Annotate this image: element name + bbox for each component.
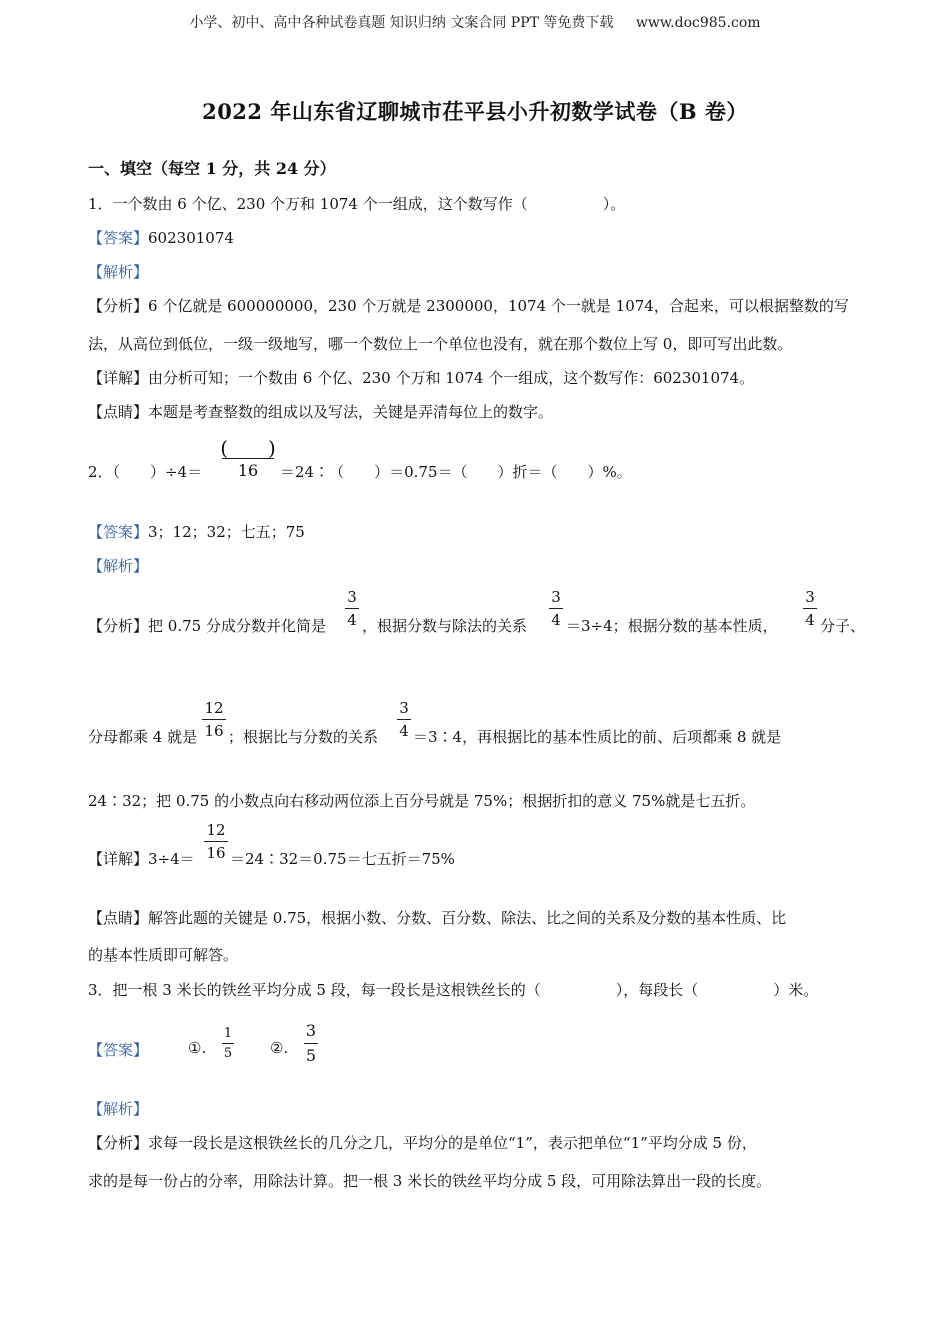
q1-answer-value: 602301074	[148, 229, 234, 247]
q3-analysis-1	[88, 1132, 757, 1153]
header-site: www.doc985.com	[635, 15, 761, 31]
fraction-denominator: 5	[223, 1046, 233, 1061]
q3-analysis-2: 求的是每一份占的分率，用除法计算。把一根 3 米长的铁丝平均分成 5 段，可用除法算出一段的长度。	[88, 1172, 772, 1190]
fraction-12-16	[204, 821, 228, 862]
page-title: 2022 年山东省辽聊城市茌平县小升初数学试卷（B 卷）	[202, 99, 748, 124]
q3-choice-1-label: ①.	[188, 1039, 207, 1057]
q1-question: 1．一个数由 6 个亿、230 个万和 1074 个一组成，这个数写作（ ）。	[88, 195, 626, 213]
fraction-bar	[803, 608, 817, 609]
q3-choice-2-label: ②.	[270, 1039, 289, 1057]
xiangjie-tag: 【详解】	[88, 850, 149, 868]
header-text: 小学、初中、高中各种试卷真题 知识归纳 文案合同 PPT 等免费下载	[189, 15, 614, 31]
fraction-numerator: 12	[204, 699, 224, 717]
q2-a1-s4: 分子、	[820, 617, 866, 635]
fraction-bar	[304, 1043, 318, 1044]
fraction-3-5	[304, 1021, 318, 1066]
fraction-1-5	[222, 1026, 234, 1061]
fraction-denominator: 4	[347, 611, 357, 629]
fraction-bar	[204, 841, 228, 842]
fraction-denominator: 16	[206, 844, 226, 862]
q2-a3: 24∶32；把 0.75 的小数点向右移动两位添上百分号就是 75%；根据折扣的意义 75%就是七五折。	[88, 792, 756, 810]
q2-a2-s2: ；根据比与分数的关系	[228, 728, 379, 746]
fraction-denominator: 16	[237, 461, 259, 480]
answer-tag: 【答案】	[88, 229, 149, 247]
fraction-numerator: 3	[347, 588, 357, 606]
fraction-bar	[345, 608, 359, 609]
q2-question-part2: ＝24∶（ ）＝0.75＝（ ）折＝（ ）%。	[280, 463, 632, 481]
fraction-3-4	[803, 588, 817, 629]
fraction-denominator: 16	[204, 722, 224, 740]
fraction-bar	[222, 1043, 234, 1044]
fraction-3-4	[549, 588, 563, 629]
q2-a1-s2: ，根据分数与除法的关系	[362, 617, 528, 635]
fraction-numerator: 3	[551, 588, 561, 606]
q2-detail-a	[88, 848, 195, 869]
fraction-denominator: 4	[551, 611, 561, 629]
dianjing-tag: 【点睛】	[88, 403, 149, 421]
q2-question-part1: 2．（ ）÷4＝	[88, 463, 203, 481]
q1-jiexi-tag: 【解析】	[88, 263, 149, 281]
q1-note	[88, 401, 553, 422]
fraction-numerator: ( )	[220, 436, 276, 460]
q2-answer-value: 3；12；32；七五；75	[148, 523, 305, 541]
q2-note-2: 的基本性质即可解答。	[88, 946, 239, 964]
answer-tag: 【答案】	[88, 523, 149, 541]
xiangjie-tag: 【详解】	[88, 369, 149, 387]
q2-answer	[88, 521, 305, 542]
fraction-bar	[549, 608, 563, 609]
q2-a2-s3: ＝3∶4，再根据比的基本性质比的前、后项都乘 8 就是	[413, 728, 782, 746]
section-title: 一、填空（每空 1 分，共 24 分）	[88, 159, 336, 178]
q3-answer-tag	[88, 1039, 148, 1060]
q1-answer	[88, 227, 234, 248]
fraction-numerator: 3	[805, 588, 815, 606]
q1-detail	[88, 367, 754, 388]
dianjing-tag: 【点睛】	[88, 909, 149, 927]
q3-analysis-text-1: 求每一段长是这根铁丝长的几分之几，平均分的是单位“1”，表示把单位“1”平均分成 5 份，	[148, 1134, 757, 1152]
fenxi-tag: 【分析】	[88, 297, 149, 315]
q2-detail-s2: ＝24∶32＝0.75＝七五折＝75%	[230, 850, 455, 868]
q2-note-1	[88, 907, 786, 928]
q1-analysis-2: 法，从高位到低位，一级一级地写，哪一个数位上一个单位也没有，就在那个数位上写 0，即可写出此数。	[88, 335, 793, 353]
fraction-bar	[202, 719, 226, 720]
fraction-numerator: 3	[399, 699, 409, 717]
q2-a1-s3: ＝3÷4；根据分数的基本性质，	[566, 617, 778, 635]
q1-detail-text: 由分析可知；一个数由 6 个亿、230 个万和 1074 个一组成，这个数写作：602301074。	[148, 369, 755, 387]
fraction-bar	[397, 719, 411, 720]
q1-analysis-text-1: 6 个亿就是 600000000，230 个万就是 2300000，1074 个一就是 1074，合起来，可以根据整数的写	[148, 297, 849, 315]
q2-detail-s1: 3÷4＝	[148, 850, 195, 868]
fraction-denominator: 4	[805, 611, 815, 629]
q2-a2-s1: 分母都乘 4 就是	[88, 728, 198, 746]
q2-analysis-l1-a	[88, 615, 326, 636]
fraction-numerator: 3	[305, 1021, 317, 1040]
page-header	[0, 12, 950, 32]
q2-jiexi-tag: 【解析】	[88, 557, 149, 575]
q2-note-text-1: 解答此题的关键是 0.75，根据小数、分数、百分数、除法、比之间的关系及分数的基本性质、比	[148, 909, 787, 927]
fraction-denominator: 5	[305, 1046, 317, 1065]
fraction-3-4	[345, 588, 359, 629]
fraction-denominator: 4	[399, 722, 409, 740]
q3-jiexi-tag: 【解析】	[88, 1100, 149, 1118]
fraction-12-16	[202, 699, 226, 740]
fenxi-tag: 【分析】	[88, 1134, 149, 1152]
fenxi-tag: 【分析】	[88, 617, 149, 635]
fraction-3-4	[397, 699, 411, 740]
q2-question-fraction	[220, 432, 276, 480]
fraction-numerator: 12	[206, 821, 226, 839]
answer-tag: 【答案】	[88, 1041, 149, 1059]
q1-analysis-1	[88, 295, 849, 316]
q2-a1-s1: 把 0.75 分成分数并化简是	[148, 617, 326, 635]
q1-note-text: 本题是考查整数的组成以及写法，关键是弄清每位上的数字。	[148, 403, 554, 421]
q3-question: 3．把一根 3 米长的铁丝平均分成 5 段，每一段长是这根铁丝长的（ ），每段长（ ）米。	[88, 981, 819, 999]
fraction-numerator: 1	[223, 1026, 233, 1041]
